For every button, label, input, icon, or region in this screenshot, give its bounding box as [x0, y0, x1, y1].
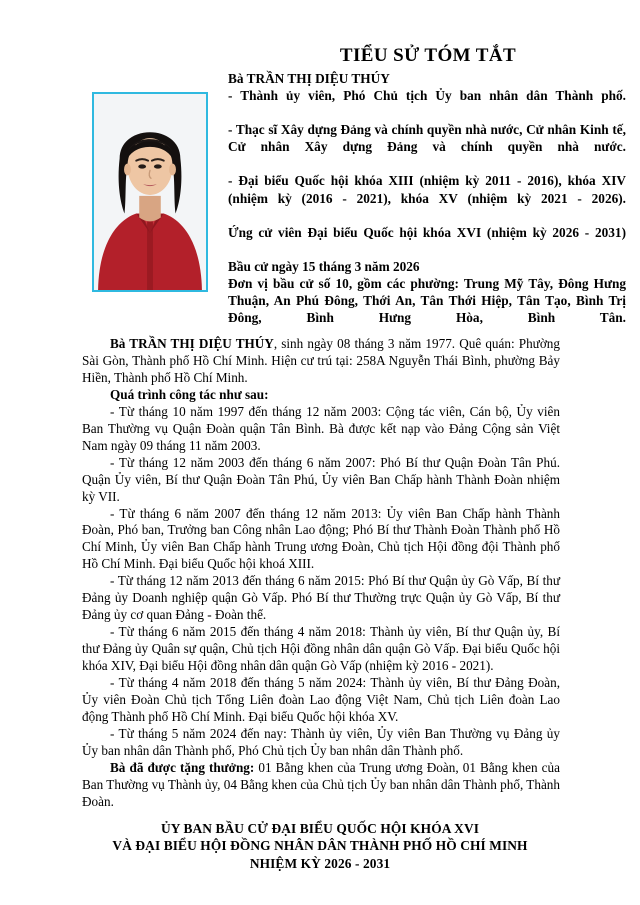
page-title: TIỂU SỬ TÓM TẮT [339, 45, 517, 66]
footer-line-1: ỦY BAN BẦU CỬ ĐẠI BIỂU QUỐC HỘI KHÓA XVI [160, 821, 480, 836]
portrait-illustration [94, 94, 206, 290]
candidate-bullet-assembly-terms: - Đại biểu Quốc hội khóa XIII (nhiệm kỳ 2011 - 2016), khóa XIV (nhiệm kỳ (2016 - 2021), khóa XV (nhiệm kỳ 2021 - 2026). [228, 173, 626, 206]
bio-intro-rest: , sinh ngày 08 tháng 3 năm 1977. Quê quán: Phường Sài Gòn, Thành phố Hồ Chí Minh. Hiện cư trú tại: 258A Nguyễn Thái Bình, phường Bảy Hiền, Thành phố Hồ Chí Minh. [82, 336, 560, 385]
career-item: - Từ tháng 12 năm 2003 đến tháng 6 năm 2007: Phó Bí thư Quận Đoàn Tân Phú. Quận Ủy viên, Bí thư Quận Đoàn Tân Phú, Ủy viên Ban Chấp hành Thành Đoàn nhiệm kỳ VII. [82, 454, 560, 504]
awards-label: Bà đã được tặng thưởng: [110, 759, 255, 775]
bio-intro-paragraph [82, 336, 560, 387]
footer-line-3: NHIỆM KỲ 2026 - 2031 [249, 855, 391, 871]
awards-text: 01 Bằng khen của Trung ương Đoàn, 01 Bằng khen của Ban Thường vụ Thành ủy, 04 Bằng khen của Chủ tịch Ủy ban nhân dân Thành phố, Thành Đoàn. [82, 759, 560, 809]
bio-intro-name: Bà TRẦN THỊ DIỆU THÚY [110, 336, 274, 351]
candidate-bullet-position: - Thành ủy viên, Phó Chủ tịch Ủy ban nhân dân Thành phố. [228, 88, 626, 104]
awards-paragraph [82, 760, 560, 811]
career-item: - Từ tháng 4 năm 2018 đến tháng 5 năm 2024: Thành ủy viên, Bí thư Đảng Đoàn, Ủy viên Đoàn Chủ tịch Tổng Liên đoàn Lao động Việt Nam, Chủ tịch Liên đoàn Lao động Thành phố Hồ Chí Minh. Đại biểu Quốc hội khóa XV. [82, 675, 560, 724]
career-item: - Từ tháng 5 năm 2024 đến nay: Thành ủy viên, Ủy viên Ban Thường vụ Đảng ủy Ủy ban nhân dân Thành phố, Phó Chủ tịch Ủy ban nhân dân Thành phố. [82, 725, 560, 758]
career-heading [82, 387, 560, 404]
career-item: - Từ tháng 12 năm 2013 đến tháng 6 năm 2015: Phó Bí thư Quận ủy Gò Vấp, Bí thư Đảng ủy Doanh nghiệp quận Gò Vấp. Phó Bí thư Thường trực Quận ủy Gò Vấp, Bí thư Đảng ủy cơ quan Đảng - Đoàn thể. [82, 573, 560, 623]
candidate-name: Bà TRẦN THỊ DIỆU THÚY [228, 71, 390, 86]
career-item: - Từ tháng 6 năm 2007 đến tháng 12 năm 2013: Ủy viên Ban Chấp hành Thành Đoàn, Phó ban, Trưởng ban Công nhân Lao động; Phó Bí thư Thành Đoàn Thành phố Hồ Chí Minh, Ủy viên Ban Chấp hành Trung ương Đoàn, Chủ tịch Hội đồng đội Thành phố Hồ Chí Minh. Đại biểu Quốc hội khoá XIII. [82, 505, 560, 572]
career-item: - Từ tháng 10 năm 1997 đến tháng 12 năm 2003: Cộng tác viên, Cán bộ, Ủy viên Ban Thường vụ Quận Đoàn quận Tân Bình. Bà được kết nạp vào Đảng Cộng sản Việt Nam ngày 09 tháng 11 năm 2003. [82, 403, 560, 453]
biography-body [82, 336, 560, 811]
portrait-photo [92, 92, 208, 292]
candidate-summary-block [228, 70, 626, 343]
footer-committee [60, 820, 580, 872]
footer-line-2: VÀ ĐẠI BIỂU HỘI ĐỒNG NHÂN DÂN THÀNH PHỐ HỒ CHÍ MINH [112, 838, 528, 854]
election-date: Bầu cử ngày 15 tháng 3 năm 2026 [228, 258, 420, 274]
candidate-bullet-education: - Thạc sĩ Xây dựng Đảng và chính quyền nhà nước, Cử nhân Kinh tế, Cử nhân Xây dựng Đảng và chính quyền nhà nước. [228, 122, 626, 155]
constituency: Đơn vị bầu cử số 10, gồm các phường: Trung Mỹ Tây, Đông Hưng Thuận, An Phú Đông, Thới An, Tân Thới Hiệp, Tân Tạo, Bình Trị Đông, Bình Hưng Hòa, Bình Tân. [228, 275, 626, 326]
career-item: - Từ tháng 6 năm 2015 đến tháng 4 năm 2018: Thành ủy viên, Bí thư Quận ủy, Bí thư Đảng ủy Quân sự quận, Chủ tịch Hội đồng nhân dân quận Gò Vấp. Đại biểu Quốc hội khóa XIV, Đại biểu Hội đồng nhân dân quận Gò Vấp (nhiệm kỳ 2016 - 2021). [82, 624, 560, 674]
candidate-candidacy: Ứng cử viên Đại biểu Quốc hội khóa XVI (nhiệm kỳ 2026 - 2031) [228, 224, 626, 240]
career-heading-text: Quá trình công tác như sau: [110, 386, 269, 402]
